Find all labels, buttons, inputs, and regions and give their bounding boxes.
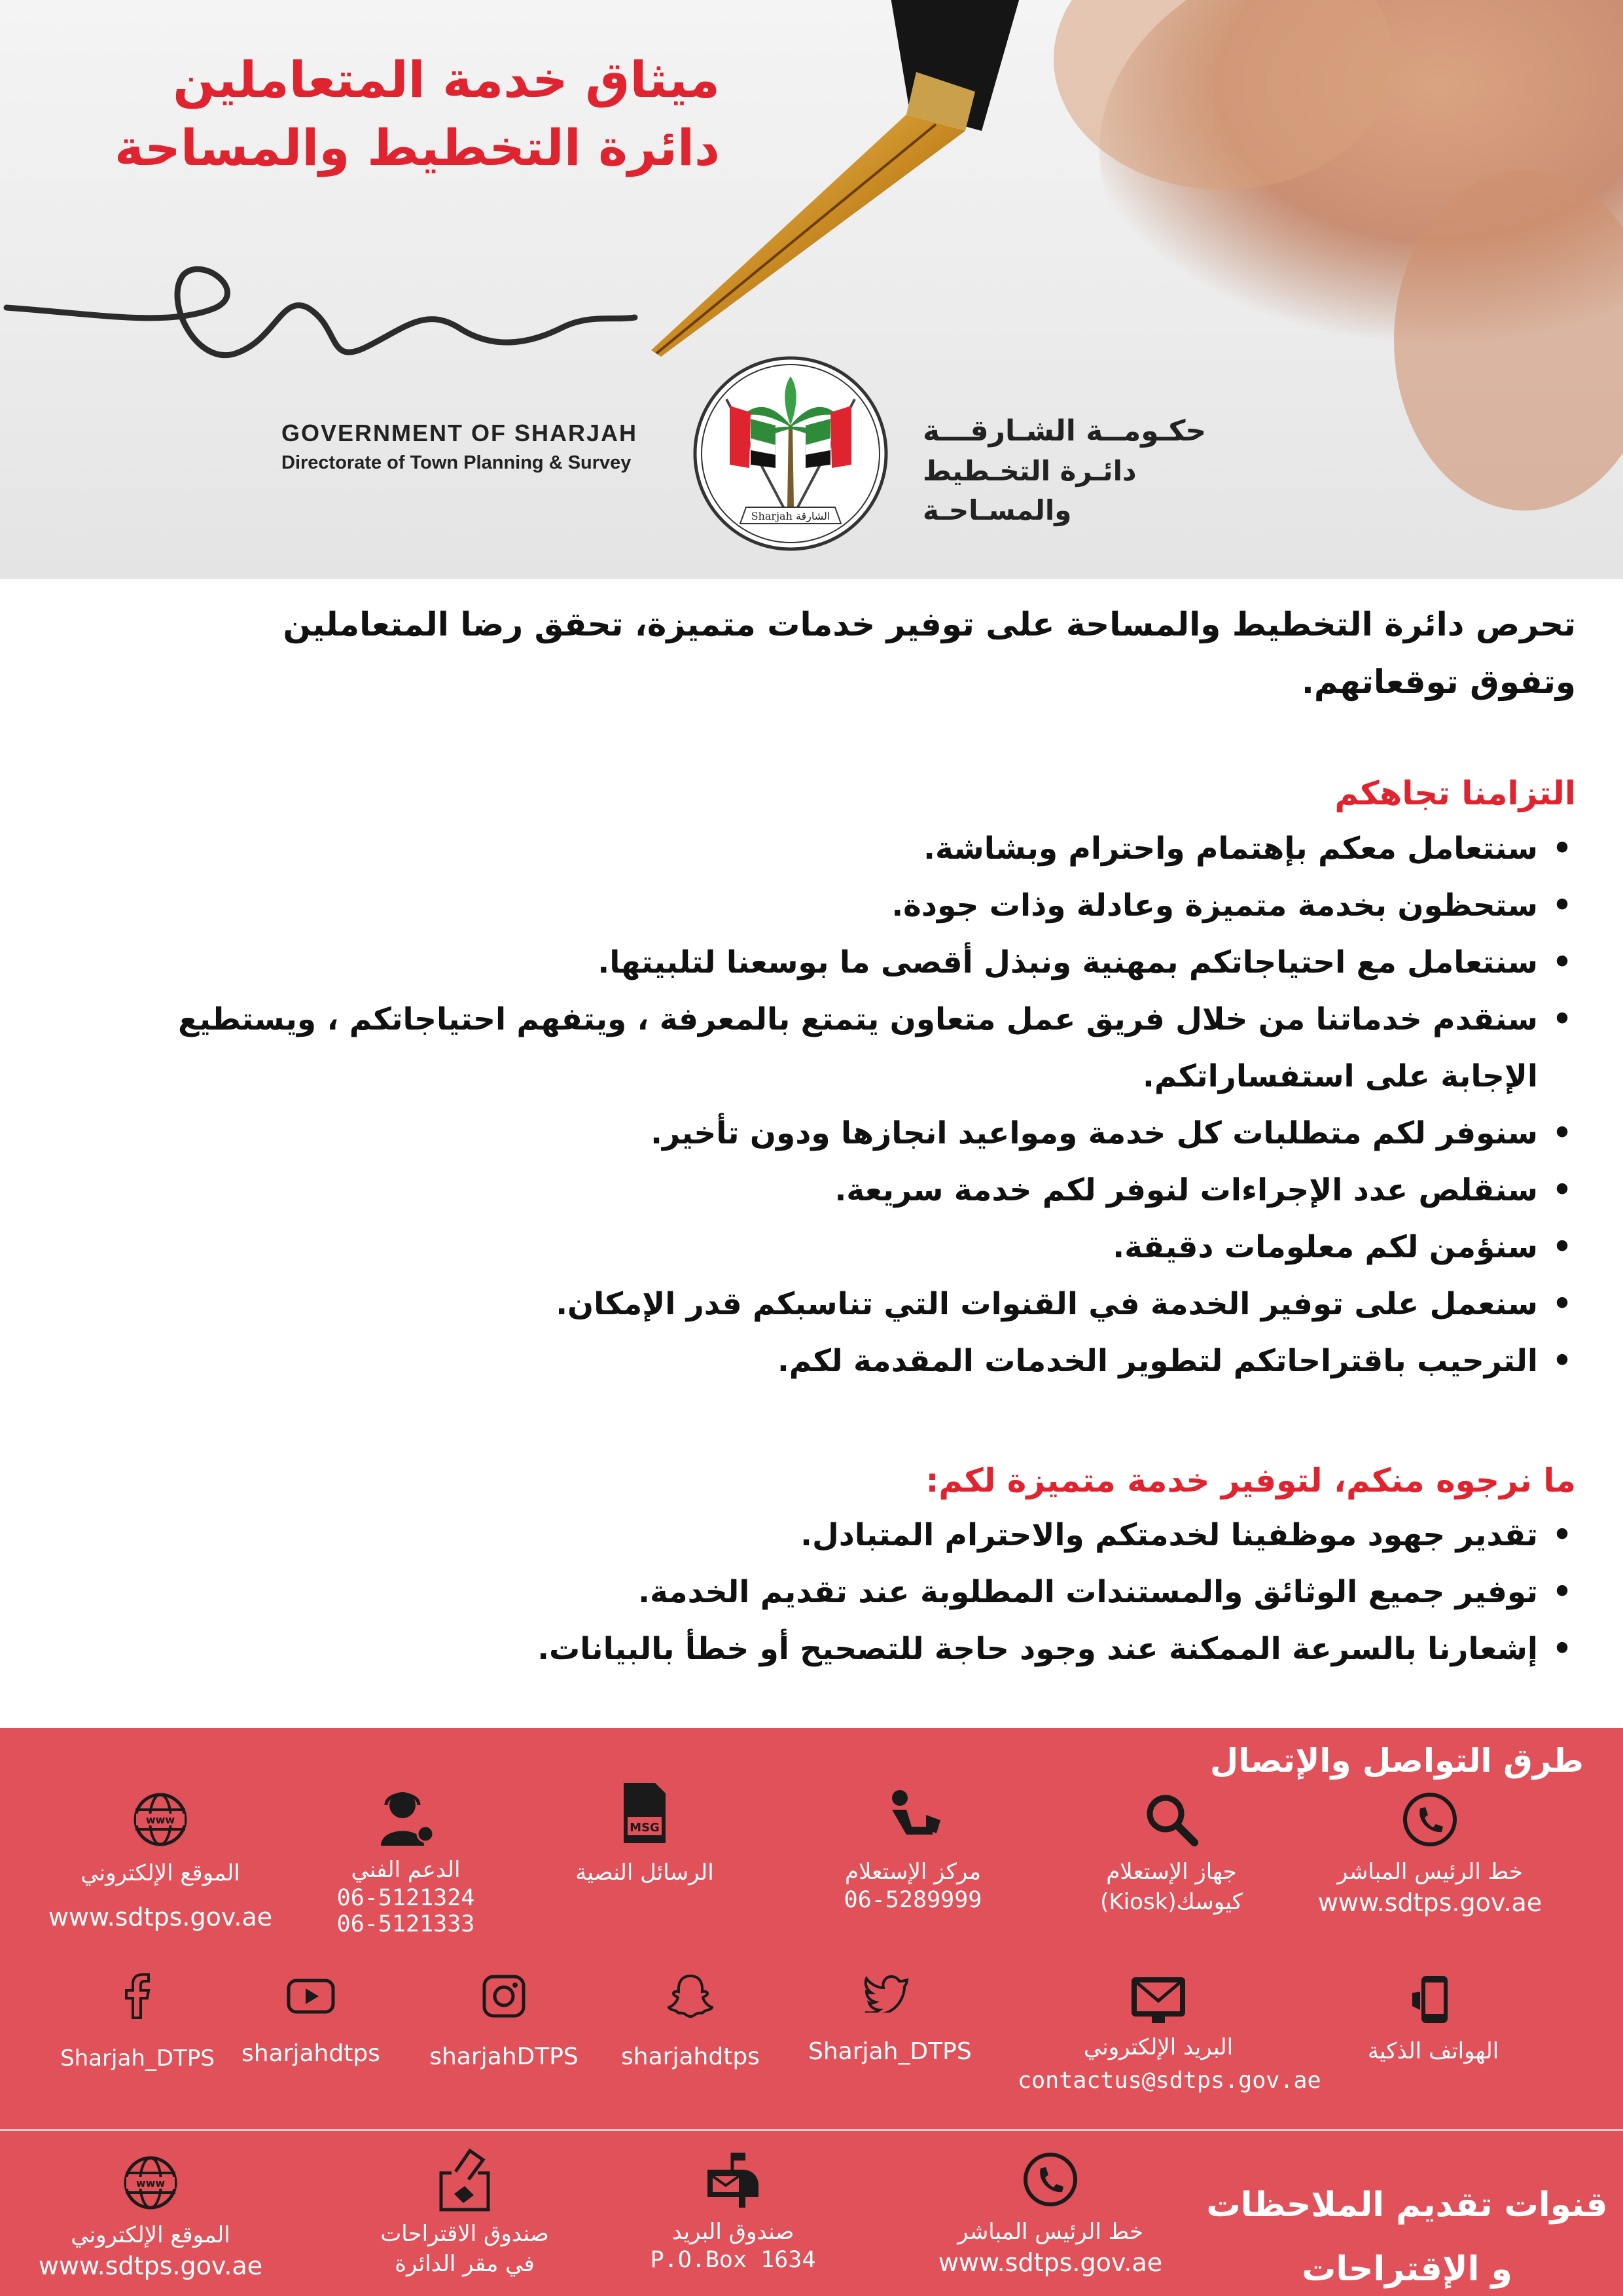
feedback-title-line-1: قنوات تقديم الملاحظات xyxy=(1206,2185,1608,2225)
globe-www-icon xyxy=(131,1790,190,1849)
feedback-heading xyxy=(1204,2173,1610,2296)
list-item: • إشعارنا بالسرعة الممكنة عند وجود حاجة للتصحيح أو خطأ بالبيانات. xyxy=(175,1621,1576,1677)
suggestion-label-2: في مقر الدائرة xyxy=(395,2251,535,2277)
magnifier-search-icon xyxy=(1142,1790,1201,1849)
hotline-value[interactable]: www.sdtps.gov.ae xyxy=(1317,1888,1543,1917)
support-number-1[interactable]: 06-5121324 xyxy=(336,1885,475,1911)
website-item[interactable] xyxy=(39,1790,281,1933)
title-line-2: دائرة التخطيط والمساحة xyxy=(115,118,720,177)
list-item: • ستحظون بخدمة متميزة وعادلة وذات جودة. xyxy=(175,877,1576,934)
email-item[interactable] xyxy=(1018,1973,1321,2094)
commitments-list xyxy=(175,820,1576,1390)
sms-message-icon xyxy=(618,1780,671,1846)
list-item: • الترحيب باقتراحاتكم لتطوير الخدمات المقدمة لكم. xyxy=(175,1333,1576,1390)
call-center-number[interactable]: 06-5289999 xyxy=(844,1887,982,1913)
feedback-website-url[interactable]: www.sdtps.gov.ae xyxy=(38,2251,263,2280)
feedback-title-line-2: و الإقتراحات xyxy=(1302,2250,1512,2289)
hotline-label: خط الرئيس المباشر xyxy=(1337,1859,1523,1885)
facebook-f-icon xyxy=(121,1973,154,2019)
call-center-item[interactable] xyxy=(802,1784,1024,1913)
feedback-website-item[interactable] xyxy=(26,2153,275,2282)
feedback-website-label: الموقع الإلكتروني xyxy=(71,2222,230,2248)
call-center-label: مركز الإستعلام xyxy=(844,1859,982,1885)
facebook-item[interactable] xyxy=(52,1973,223,2074)
suggestion-box-item[interactable] xyxy=(353,2147,576,2279)
website-url[interactable]: www.sdtps.gov.ae xyxy=(48,1903,273,1931)
email-envelope-icon xyxy=(1129,1973,1188,2026)
government-name-english xyxy=(281,418,648,476)
smartphones-item[interactable] xyxy=(1348,1973,1518,2066)
sms-item[interactable] xyxy=(550,1780,740,1888)
intro-paragraph xyxy=(175,596,1576,711)
feedback-hotline-value[interactable]: www.sdtps.gov.ae xyxy=(938,2248,1163,2277)
svg-text:www: www xyxy=(145,1814,175,1826)
panel-divider xyxy=(0,2129,1623,2131)
intro-line-1: تحرص دائرة التخطيط والمساحة على توفير خدمات متميزة، تحقق رضا المتعاملين xyxy=(283,605,1576,643)
snapchat-item[interactable] xyxy=(602,1973,779,2073)
emblem-caption: Sharjah الشارقة xyxy=(751,510,830,522)
kiosk-item[interactable] xyxy=(1073,1790,1270,1917)
call-center-icon xyxy=(880,1784,946,1849)
list-item: • سنقلص عدد الإجراءات لنوفر لكم خدمة سريعة. xyxy=(175,1162,1576,1219)
twitter-item[interactable] xyxy=(808,1973,972,2068)
snapchat-handle[interactable]: sharjahdtps xyxy=(621,2043,760,2070)
list-item: • سنتعامل معكم بإهتمام واحترام وبشاشة. xyxy=(175,820,1576,877)
headset-support-icon xyxy=(373,1787,438,1846)
mailbox-label: صندوق البريد xyxy=(671,2219,794,2245)
instagram-handle[interactable]: sharjahDTPS xyxy=(429,2043,579,2070)
kiosk-label-1: جهاز الإستعلام xyxy=(1106,1859,1237,1885)
snapchat-ghost-icon xyxy=(668,1973,713,2019)
list-item: • سنوفر لكم متطلبات كل خدمة ومواعيد انجازها ودون تأخير. xyxy=(175,1105,1576,1162)
gov-en-line-2: Directorate of Town Planning & Survey xyxy=(281,452,632,473)
sms-label: الرسائل النصية xyxy=(575,1859,714,1886)
mailbox-value: P.O.Box 1634 xyxy=(650,2247,816,2273)
smartphones-label: الهواتف الذكية xyxy=(1367,2038,1499,2064)
commitments-heading: التزامنا تجاهكم xyxy=(1334,774,1576,812)
sharjah-emblem-logo xyxy=(690,353,891,554)
phone-circle-icon xyxy=(1021,2150,1080,2209)
kiosk-label-2: كيوسك(Kiosk) xyxy=(1100,1889,1243,1915)
support-number-2[interactable]: 06-5121333 xyxy=(336,1911,475,1937)
gov-ar-line-2: دائـرة التخـطيط والمسـاحـة xyxy=(923,455,1137,526)
support-label: الدعم الفني xyxy=(351,1857,461,1883)
hero-banner xyxy=(0,0,1623,579)
mailbox-item[interactable] xyxy=(635,2150,831,2273)
page-title xyxy=(65,46,720,182)
hotline-item[interactable] xyxy=(1302,1790,1558,1918)
gov-en-line-1: GOVERNMENT OF SHARJAH xyxy=(281,420,638,446)
suggestion-label-1: صندوق الاقتراحات xyxy=(380,2221,549,2247)
list-item: • سنعمل على توفير الخدمة في القنوات التي تناسبكم قدر الإمكان. xyxy=(175,1276,1576,1333)
title-line-1: ميثاق خدمة المتعاملين xyxy=(173,50,720,109)
facebook-handle[interactable]: Sharjah_DTPS xyxy=(60,2045,215,2072)
instagram-camera-icon xyxy=(481,1973,527,2019)
list-item: • تقدير جهود موظفينا لخدمتكم والاحترام المتبادل. xyxy=(175,1507,1576,1564)
list-item: • سنؤمن لكم معلومات دقيقة. xyxy=(175,1219,1576,1276)
feedback-hotline-label: خط الرئيس المباشر xyxy=(957,2219,1143,2245)
youtube-handle[interactable]: sharjahdtps xyxy=(241,2040,380,2067)
requests-heading: ما نرجوه منكم، لتوفير خدمة متميزة لكم: xyxy=(925,1462,1576,1499)
government-name-arabic xyxy=(923,411,1289,530)
requests-list xyxy=(175,1507,1576,1677)
youtube-item[interactable] xyxy=(236,1977,386,2070)
list-item: • سنقدم خدماتنا من خلال فريق عمل متعاون يتمتع بالمعرفة ، ويتفهم احتياجاتكم ، ويستطيع الإجابة على استفساراتكم. xyxy=(175,991,1576,1105)
technical-support-item[interactable] xyxy=(308,1787,504,1937)
intro-line-2: وتفوق توقعاتهم. xyxy=(1301,663,1576,701)
website-label: الموقع الإلكتروني xyxy=(80,1860,240,1886)
email-address[interactable]: contactus@sdtps.gov.ae xyxy=(1018,2068,1321,2094)
svg-text:MSG: MSG xyxy=(630,1821,660,1835)
youtube-play-icon xyxy=(286,1977,336,2016)
list-item: • سنتعامل مع احتياجاتكم بمهنية ونبذل أقصى ما بوسعنا لتلبيتها. xyxy=(175,934,1576,991)
twitter-bird-icon xyxy=(864,1973,910,2013)
contact-heading: طرق التواصل والإتصال xyxy=(1209,1742,1584,1780)
mailbox-icon xyxy=(704,2150,762,2209)
suggestion-box-icon xyxy=(432,2147,497,2212)
phone-circle-icon xyxy=(1400,1790,1459,1849)
twitter-handle[interactable]: Sharjah_DTPS xyxy=(808,2038,972,2065)
list-item: • توفير جميع الوثائق والمستندات المطلوبة عند تقديم الخدمة. xyxy=(175,1564,1576,1621)
svg-text:www: www xyxy=(135,2177,166,2189)
gov-ar-line-1: حكـومــة الشـارقـــة xyxy=(923,414,1207,448)
email-label: البريد الإلكتروني xyxy=(1083,2034,1234,2060)
globe-www-icon xyxy=(121,2153,180,2212)
smartphone-icon xyxy=(1407,1973,1459,2026)
instagram-item[interactable] xyxy=(412,1973,596,2073)
feedback-hotline-item[interactable] xyxy=(923,2150,1178,2278)
